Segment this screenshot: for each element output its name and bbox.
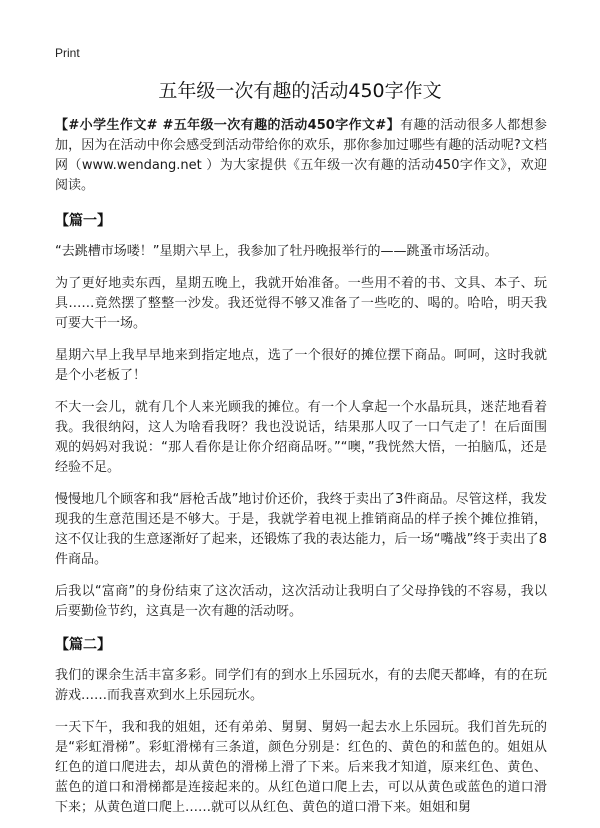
- section-1-paragraph-6: 后我以“富商”的身份结束了这次活动，这次活动让我明白了父母挣钱的不容易，我以后要勤俭节约，这真是一次有趣的活动呀。: [55, 584, 547, 619]
- section-1-paragraph-2: 为了更好地卖东西，星期五晚上，我就开始准备。一些用不着的书、文具、本子、玩具……竟然摆了整整一沙发。我还觉得不够又准备了一些吃的、喝的。哈哈，明天我可要大干一场。: [55, 276, 547, 331]
- section-1-paragraph-3: 星期六早上我早早地来到指定地点，选了一个很好的摊位摆下商品。呵呵，这时我就是个小老板了！: [55, 348, 547, 383]
- section-2-paragraph-2: 一天下午，我和我的姐姐，还有弟弟、舅舅、舅妈一起去水上乐园玩。我们首先玩的是“彩虹滑梯”。彩虹滑梯有三条道，颜色分别是：红色的、黄色的和蓝色的。姐姐从红色的道口爬进去，却从黄色的滑梯上滑了下来。后来我才知道，原来红色、黄色、蓝色的道口和滑梯都是连接起来的。从红色道口爬上去，可以从黄色或蓝色的道口滑下来；从黄色道口爬上……就可以从红色、黄色的道口滑下来。姐姐和舅: [55, 720, 547, 815]
- intro-text: 有趣的活动很多人都想参加，因为在活动中你会感受到活动带给你的欢乐，那你参加过哪些有趣的活动呢?文档网（www.wendang.net ）为大家提供《五年级一次有趣的活动450字作文》，欢迎阅读。: [55, 118, 547, 193]
- intro-tags: 【#小学生作文# #五年级一次有趣的活动450字作文#】: [55, 118, 401, 133]
- section-1-paragraph-4: 不大一会儿，就有几个人来光顾我的摊位。有一个人拿起一个水晶玩具，迷茫地看着我。我很纳闷，这人为啥看我呀？我也没说话，结果那人叹了一口气走了！在后面围观的妈妈对我说：“那人看你是让你介绍商品呀。”“噢，”我恍然大悟，一拍脑瓜，还是经验不足。: [55, 400, 547, 475]
- section-heading-2: 【篇二】: [55, 637, 111, 653]
- section-1-paragraph-5: 慢慢地几个顾客和我“唇枪舌战”地讨价还价，我终于卖出了3件商品。尽管这样，我发现我的生意范围还是不够大。于是，我就学着电视上推销商品的样子挨个摊位推销，这不仅让我的生意逐渐好了起来，还锻炼了我的表达能力，后一场“嘴战”终于卖出了8件商品。: [55, 492, 547, 567]
- article-body: [55, 116, 547, 828]
- intro-paragraph: [55, 116, 547, 196]
- section-heading-1: 【篇一】: [55, 213, 111, 229]
- section-2-paragraph-1: 我们的课余生活丰富多彩。同学们有的到水上乐园玩水，有的去爬天都峰，有的在玩游戏……而我喜欢到水上乐园玩水。: [55, 668, 547, 703]
- article-title: 五年级一次有趣的活动450字作文: [158, 80, 442, 102]
- print-link[interactable]: Print: [55, 46, 80, 60]
- section-1-paragraph-1: “去跳槽市场喽！”星期六早上，我参加了牡丹晚报举行的——跳蚤市场活动。: [55, 244, 498, 259]
